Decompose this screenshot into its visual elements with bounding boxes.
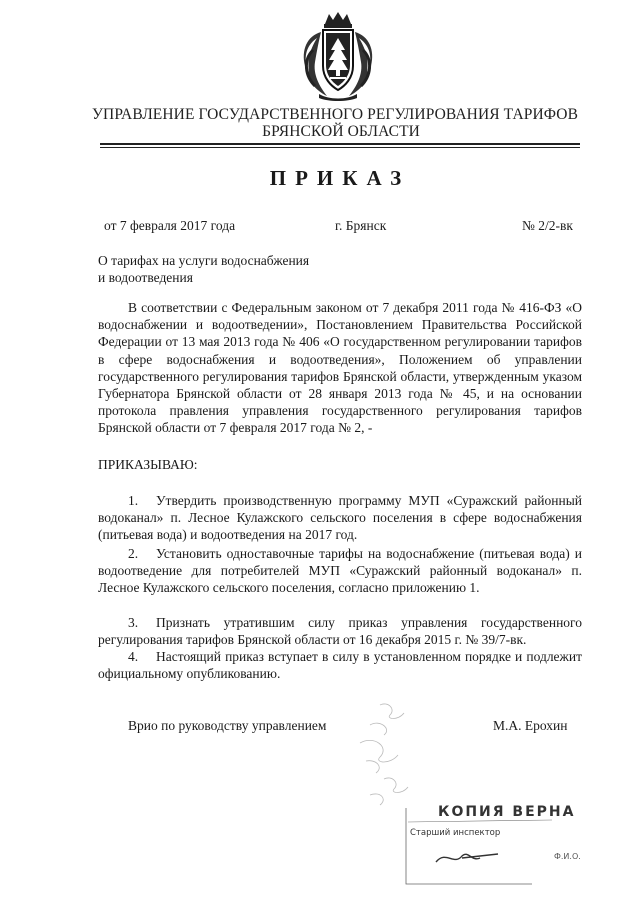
coat-of-arms-icon (297, 10, 379, 102)
organization-name-line2: БРЯНСКОЙ ОБЛАСТИ (262, 123, 420, 140)
signatory-role: Врио по руководству управлением (128, 718, 327, 733)
document-city: г. Брянск (335, 218, 387, 233)
stamp-title: КОПИЯ ВЕРНА (438, 804, 576, 820)
signatory-name: М.А. Ерохин (493, 718, 568, 733)
document-title: ПРИКАЗ (269, 166, 411, 190)
item-number: 1. (128, 493, 139, 508)
decree-item (98, 648, 582, 682)
document-number: № 2/2-вк (522, 218, 573, 233)
organization-name-line1: УПРАВЛЕНИЕ ГОСУДАРСТВЕННОГО РЕГУЛИРОВАНИЯ ТАРИФОВ (91, 106, 579, 123)
decree-item (98, 545, 582, 597)
document-date: от 7 февраля 2017 года (104, 218, 236, 233)
stamp-fio: Ф.И.О. (554, 852, 581, 861)
document-subject (98, 252, 358, 286)
copy-certification-stamp (402, 800, 602, 890)
decree-item (98, 614, 582, 648)
subject-line: О тарифах на услуги водоснабжения (98, 253, 310, 268)
item-number: 2. (128, 546, 139, 561)
stamp-subtitle: Старший инспектор (410, 828, 501, 838)
item-text: Настоящий приказ вступает в силу в установленном порядке и подлежит официальному опубликованию. (98, 649, 582, 682)
header-divider-thick (100, 143, 580, 145)
decree-word: ПРИКАЗЫВАЮ: (98, 457, 198, 472)
item-text: Утвердить производственную программу МУП «Суражский районный водоканал» п. Лесное Кулажского сельского поселения в сфере водоснабжения (питьевая вода) и водоотведения на 2017 год. (98, 493, 582, 543)
header-divider-thin (100, 147, 580, 148)
item-number: 3. (128, 615, 139, 630)
subject-line: и водоотведения (98, 270, 193, 285)
item-text: Установить одноставочные тарифы на водоснабжение (питьевая вода) и водоотведение для потребителей МУП «Суражский районный водоканал» п. Лесное Кулажского сельского поселения, согласно приложению 1. (98, 546, 582, 596)
intro-paragraph: В соответствии с Федеральным законом от 7 декабря 2011 года № 416-ФЗ «О водоснабжении и водоотведении», Постановлением Правительства Российской Федерации от 13 мая 2013 года № 406 «О государственном регулировании тарифов в сфере водоснабжения и водоотведения», Положением об управлении государственного регулирования тарифов Брянской области, утвержденным указом Губернатора Брянской области от 28 января 2013 года № 45, и на основании протокола правления управления государственного регулирования тарифов Брянской области от 7 февраля 2017 года № 2, - (98, 300, 582, 436)
item-text: Признать утратившим силу приказ управления государственного регулирования тарифов Брянской области от 16 декабря 2015 г. № 39/7-вк. (98, 615, 582, 648)
item-number: 4. (128, 649, 139, 664)
decree-item (98, 492, 582, 544)
